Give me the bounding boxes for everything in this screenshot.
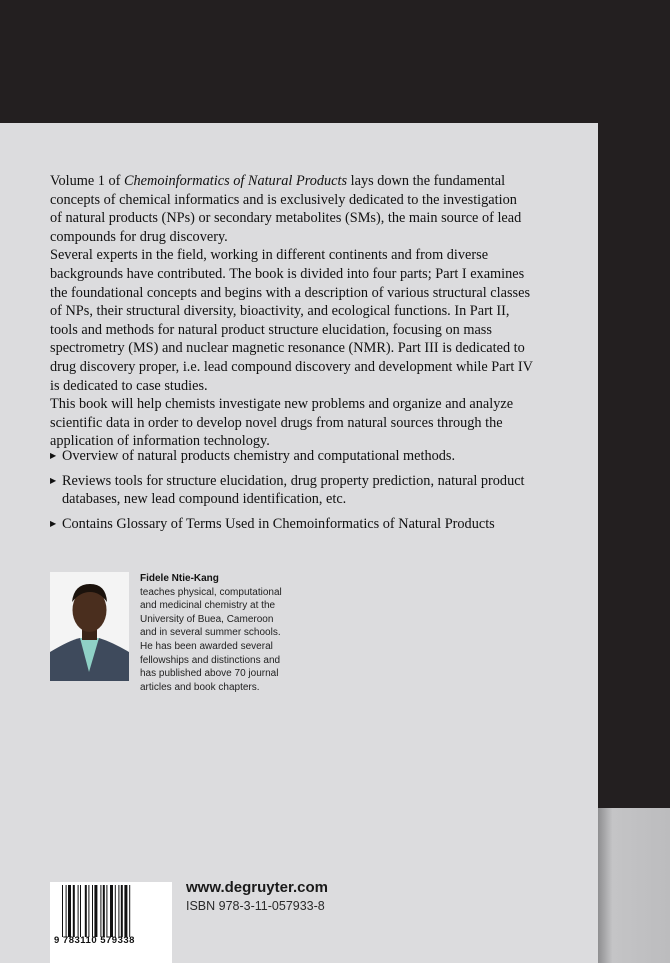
text: lays down the fundamental concepts of chemical informatics and is exclusively dedicated to the investigation of natural products (NPs) or secondary metabolites (SMs), the main source of lead compounds for drug discovery. <box>50 173 522 245</box>
book-title: Chemoinformatics of Natural Products <box>124 173 348 189</box>
publisher-website: www.degruyter.com <box>186 879 328 896</box>
feature-list <box>50 447 570 539</box>
bullet-triangle-icon: ▶ <box>50 475 57 485</box>
author-bio <box>140 572 282 694</box>
barcode-number: 9 783110 579338 <box>54 935 135 946</box>
feature-text: Reviews tools for structure elucidation, drug property prediction, natural product databases, new lead compound identification, etc. <box>62 472 525 508</box>
description-paragraph-2: Several experts in the field, working in different continents and from diverse backgrounds have contributed. The book is divided into four parts; Part I examines the foundational concepts and begins with a description of various structural classes of NPs, their structural diversity, bioactivity, and ecological functions. In Part II, tools and methods for natural product structure elucidation, focusing on mass spectrometry (MS) and nuclear magnetic resonance (NMR). Part III is dedicated to drug discovery proper, i.e. lead compound discovery and development while Part IV is dedicated to case studies. <box>50 247 534 394</box>
author-name: Fidele Ntie-Kang <box>140 573 219 584</box>
bullet-triangle-icon: ▶ <box>50 451 57 460</box>
author-bio-text: teaches physical, computational and medicinal chemistry at the University of Buea, Cameroon and in several summer schools. He has been awarded several fellowships and distinctions and has published above 70 journal articles and book chapters. <box>140 586 282 693</box>
text: Volume 1 of <box>50 173 124 189</box>
barcode-bars <box>62 885 154 937</box>
page-edge <box>598 808 670 963</box>
description-paragraph-3: This book will help chemists investigate new problems and organize and analyze scientific data in order to develop novel drugs from natural sources through the application of information technology. <box>50 396 514 450</box>
feature-item <box>50 515 570 534</box>
feature-item <box>50 447 570 466</box>
isbn-barcode <box>50 882 172 963</box>
description-paragraph-1 <box>50 172 580 246</box>
book-description <box>50 172 580 451</box>
bullet-triangle-icon: ▶ <box>50 518 57 528</box>
feature-text: Overview of natural products chemistry and computational methods. <box>62 448 456 464</box>
author-photo <box>50 572 129 681</box>
feature-item <box>50 472 570 509</box>
feature-text: Contains Glossary of Terms Used in Chemoinformatics of Natural Products <box>62 515 495 532</box>
isbn-text: ISBN 978-3-11-057933-8 <box>186 899 325 913</box>
